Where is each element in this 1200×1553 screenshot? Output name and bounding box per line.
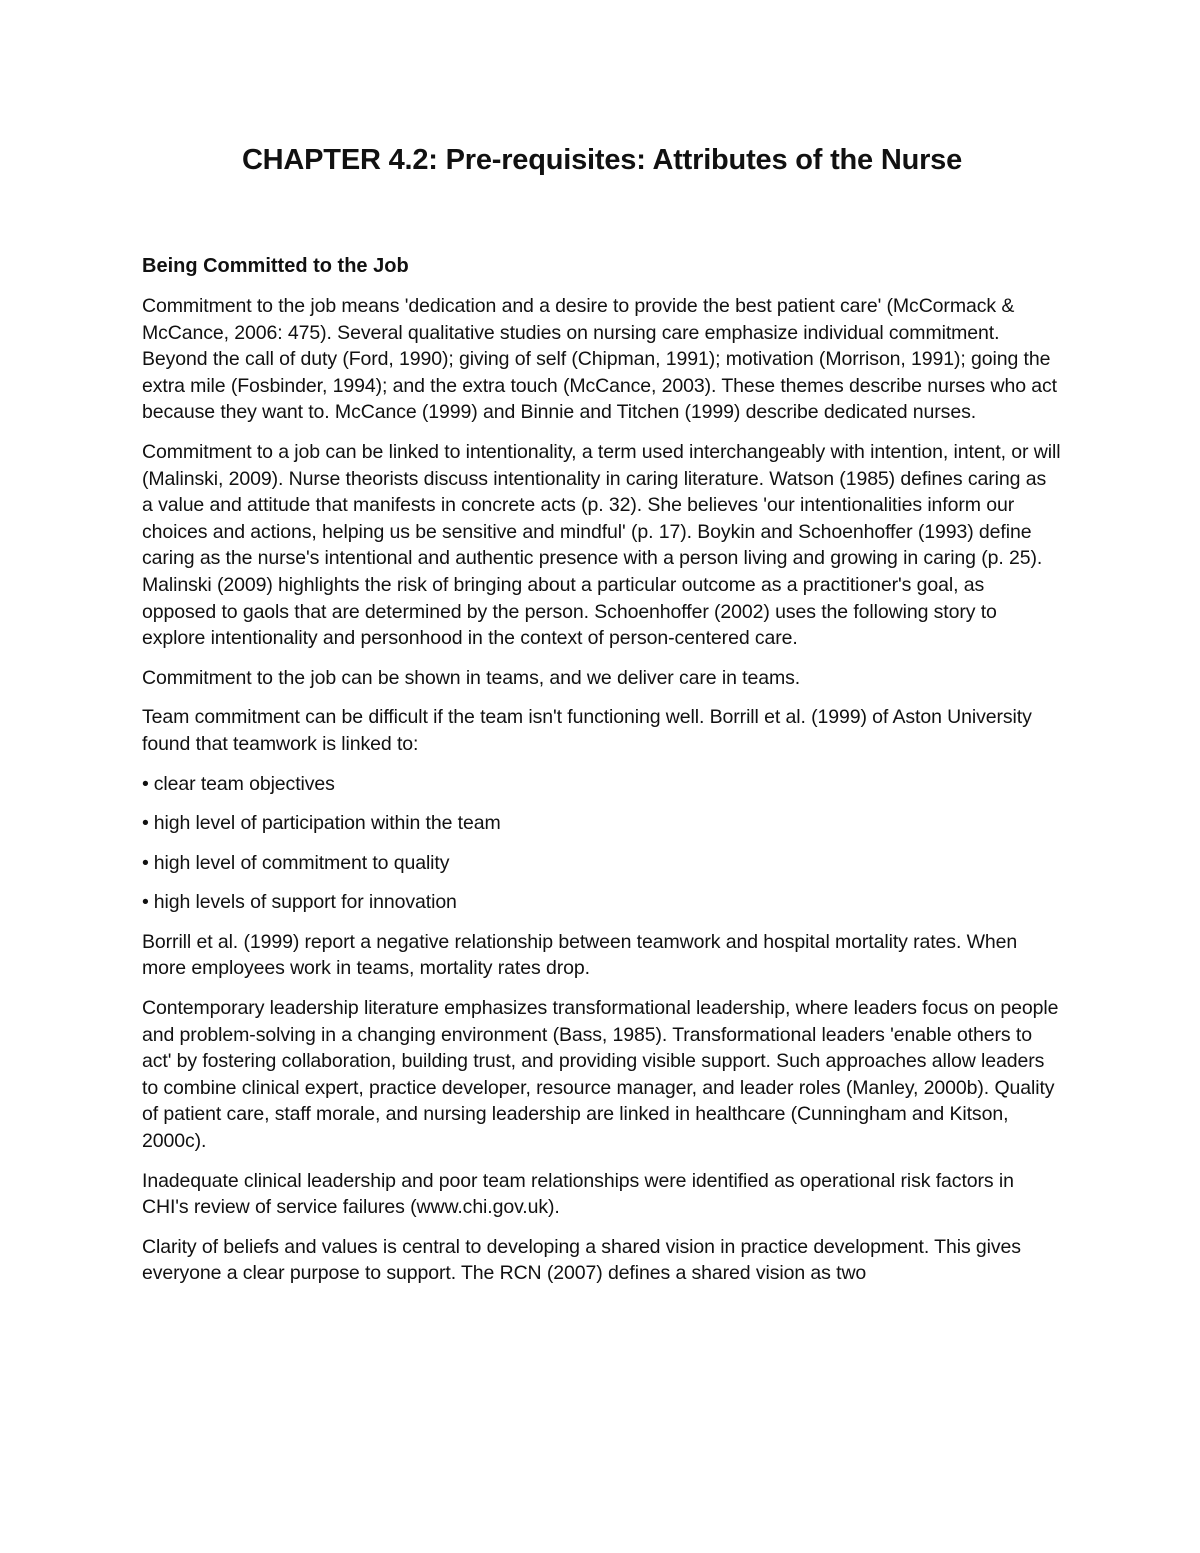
paragraph-shared-vision: Clarity of beliefs and values is central to developing a shared vision in practice development. This gives everyone a clear purpose to support. The RCN (2007) defines a shared vision as two bbox=[142, 1235, 1021, 1285]
bullet-text: clear team objectives bbox=[153, 772, 335, 795]
bullet-text: high level of participation within the team bbox=[153, 812, 501, 835]
document-page bbox=[142, 142, 1062, 1287]
bullet-item bbox=[142, 771, 1062, 798]
paragraph-teams: Commitment to the job can be shown in teams, and we deliver care in teams. bbox=[142, 666, 801, 689]
paragraph-mortality: Borrill et al. (1999) report a negative relationship between teamwork and hospital mortality rates. When more employees work in teams, mortality rates drop. bbox=[142, 930, 1018, 980]
paragraph-team-commitment: Team commitment can be difficult if the team isn't functioning well. Borrill et al. (1999) of Aston University found that teamwork is linked to: bbox=[142, 706, 1032, 755]
chapter-title: CHAPTER 4.2: Pre-requisites: Attributes of the Nurse bbox=[241, 144, 963, 176]
paragraph-intentionality: Commitment to a job can be linked to intentionality, a term used interchangeably with intention, intent, or will (Malinski, 2009). Nurse theorists discuss intentionality in caring literature. Watson (1985) defines caring as a value and attitude that manifests in concrete acts (p. 32). She believes 'our intentionalities inform our choices and actions, helping us be sensitive and mindful' (p. 17). Boykin and Schoenhoffer (1993) define caring as the nurse's intentional and authentic presence with a person living and growing in caring (p. 25). Malinski (2009) highlights the risk of bringing about a particular outcome as a practitioner's goal, as opposed to gaols that are determined by the person. Schoenhoffer (2002) uses the following story to explore intentionality and personhood in the context of person-centered care. bbox=[142, 440, 1061, 650]
bullet-icon: • bbox=[142, 851, 149, 874]
bullet-item bbox=[142, 889, 1062, 916]
paragraph-risk-factors: Inadequate clinical leadership and poor team relationships were identified as operational risk factors in CHI's review of service failures (www.chi.gov.uk). bbox=[142, 1169, 1014, 1219]
bullet-item bbox=[142, 810, 1062, 837]
section-heading: Being Committed to the Job bbox=[142, 255, 409, 277]
paragraph-leadership: Contemporary leadership literature emphasizes transformational leadership, where leaders focus on people and problem-solving in a changing environment (Bass, 1985). Transformational leaders 'enable others to act' by fostering collaboration, building trust, and providing visible support. Such approaches allow leaders to combine clinical expert, practice developer, resource manager, and leader roles (Manley, 2000b). Quality of patient care, staff morale, and nursing leadership are linked in healthcare (Cunningham and Kitson, 2000c). bbox=[142, 997, 1059, 1153]
bullet-text: high level of commitment to quality bbox=[153, 851, 450, 874]
bullet-text: high levels of support for innovation bbox=[153, 891, 457, 914]
bullet-item bbox=[142, 850, 1062, 877]
bullet-icon: • bbox=[142, 891, 149, 914]
bullet-icon: • bbox=[142, 772, 149, 795]
bullet-icon: • bbox=[142, 812, 149, 835]
paragraph-commitment-definition: Commitment to the job means 'dedication and a desire to provide the best patient care' (McCormack & McCance, 2006: 475). Several qualitative studies on nursing care emphasize individual commitment. Beyond the call of duty (Ford, 1990); giving of self (Chipman, 1991); motivation (Morrison, 1991); going the extra mile (Fosbinder, 1994); and the extra touch (McCance, 2003). These themes describe nurses who act because they want to. McCance (1999) and Binnie and Titchen (1999) describe dedicated nurses. bbox=[142, 295, 1057, 424]
